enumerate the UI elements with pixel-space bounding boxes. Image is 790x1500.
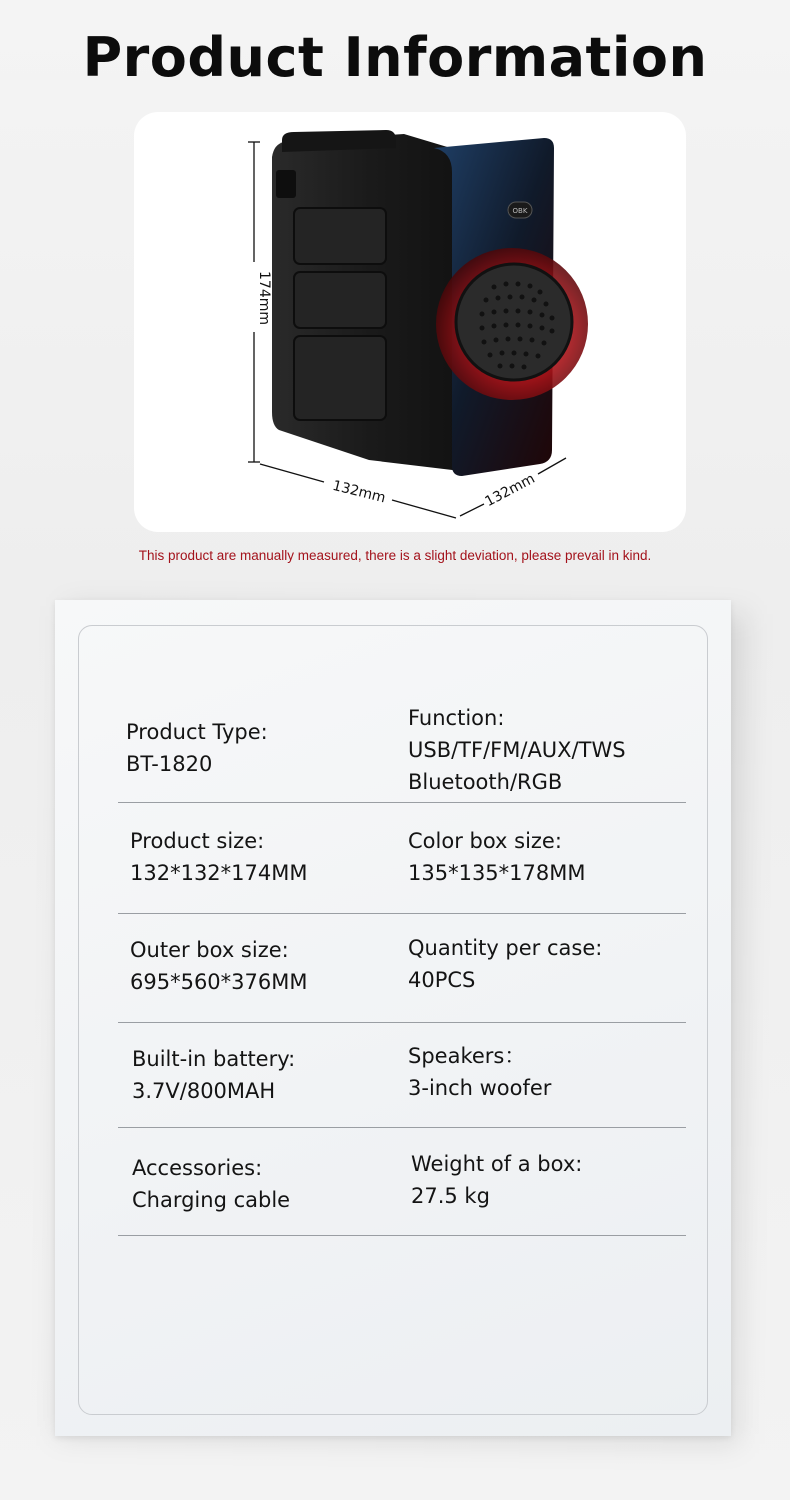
spec-value: 3-inch woofer: [408, 1076, 552, 1100]
spec-value: 132*132*174MM: [130, 861, 308, 885]
spec-label: Color box size:: [408, 829, 562, 853]
spec-quantity-per-case: [408, 932, 602, 996]
dimension-height-label: 174mm: [256, 271, 272, 325]
spec-value: 3.7V/800MAH: [132, 1079, 276, 1103]
spec-value: 135*135*178MM: [408, 861, 586, 885]
spec-product-type: [126, 716, 268, 780]
spec-label: Speakers：: [408, 1044, 526, 1068]
product-photo-card: [134, 112, 686, 532]
spec-weight-of-a-box: [411, 1148, 582, 1212]
spec-outer-box-size: [130, 934, 308, 998]
spec-label: Outer box size:: [130, 938, 289, 962]
spec-label: Weight of a box:: [411, 1152, 583, 1176]
spec-product-size: [130, 825, 308, 889]
spec-label: Function:: [408, 706, 505, 730]
dimension-depth-label: 132mm: [482, 470, 538, 511]
spec-value: Charging cable: [132, 1188, 291, 1212]
spec-accessories: [132, 1152, 290, 1216]
spec-function: [408, 702, 626, 798]
speaker-grille: [456, 264, 572, 380]
spec-built-in-battery: [132, 1043, 295, 1107]
spec-value: 40PCS: [408, 968, 476, 992]
spec-value: Bluetooth/RGB: [408, 770, 563, 794]
spec-label: Product Type:: [126, 720, 268, 744]
spec-value: BT-1820: [126, 752, 213, 776]
measurement-disclaimer: This product are manually measured, there is a slight deviation, please prevail in kind.: [138, 548, 652, 563]
speaker-illustration: [134, 112, 686, 532]
spec-speakers: [408, 1040, 551, 1104]
spec-label: Accessories:: [132, 1156, 263, 1180]
spec-label: Quantity per case:: [408, 936, 603, 960]
brand-logo-text: OBK: [512, 207, 528, 215]
spec-label: Product size:: [130, 829, 265, 853]
spec-value: 27.5 kg: [411, 1184, 490, 1208]
spec-value: 695*560*376MM: [130, 970, 308, 994]
spec-color-box-size: [408, 825, 586, 889]
page-title: Product Information: [82, 26, 708, 89]
spec-value: USB/TF/FM/AUX/TWS: [408, 738, 626, 762]
dimension-width-label: 132mm: [330, 477, 388, 507]
spec-label: Built-in battery:: [132, 1047, 296, 1071]
